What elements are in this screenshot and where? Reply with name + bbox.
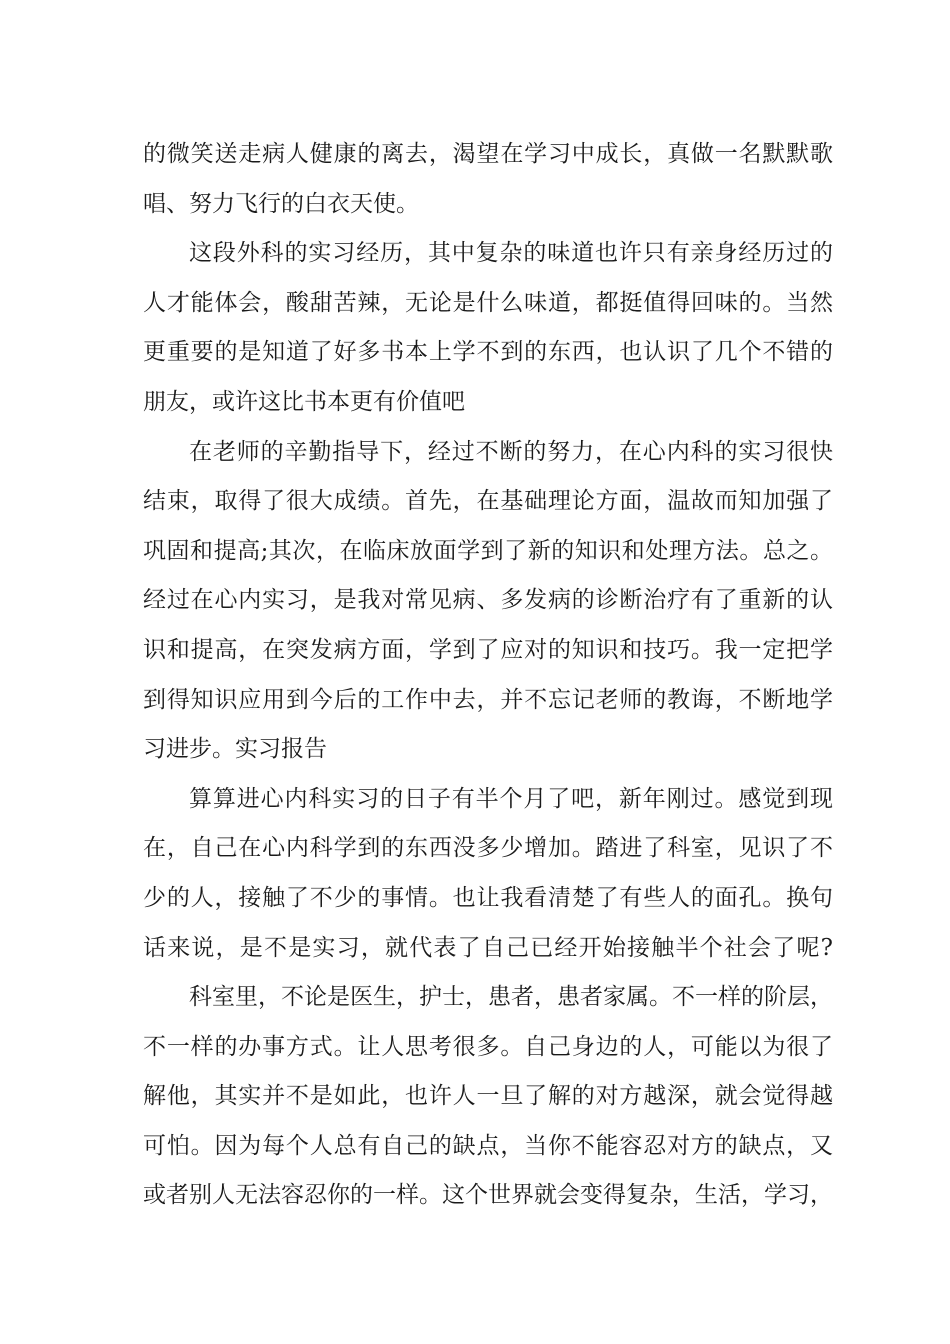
- text-line: 少的人，接触了不少的事情。也让我看清楚了有些人的面孔。换句: [143, 884, 833, 911]
- text-line: 习进步。实习报告: [143, 736, 327, 763]
- text-line: 结束，取得了很大成绩。首先，在基础理论方面，温故而知加强了: [143, 488, 833, 515]
- text-line: 朋友，或许这比书本更有价值吧: [143, 388, 465, 415]
- text-line: 识和提高，在突发病方面，学到了应对的知识和技巧。我一定把学: [143, 636, 833, 663]
- text-line: 解他，其实并不是如此，也许人一旦了解的对方越深，就会觉得越: [143, 1083, 833, 1110]
- paragraph-first-line: 算算进心内科实习的日子有半个月了吧，新年刚过。感觉到现: [189, 785, 833, 812]
- text-line: 经过在心内实习，是我对常见病、多发病的诊断治疗有了重新的认: [143, 587, 833, 614]
- paragraph-first-line: 科室里，不论是医生，护士，患者，患者家属。不一样的阶层，: [189, 984, 833, 1011]
- paragraph-first-line: 在老师的辛勤指导下，经过不断的努力，在心内科的实习很快: [189, 438, 833, 465]
- text-line: 可怕。因为每个人总有自己的缺点，当你不能容忍对方的缺点，又: [143, 1132, 833, 1159]
- text-line: 巩固和提高;其次，在临床放面学到了新的知识和处理方法。总之。: [143, 537, 833, 564]
- body-text: [143, 130, 833, 1221]
- text-line: 不一样的办事方式。让人思考很多。自己身边的人，可能以为很了: [143, 1033, 833, 1060]
- text-line: 更重要的是知道了好多书本上学不到的东西，也认识了几个不错的: [143, 339, 833, 366]
- text-line: 到得知识应用到今后的工作中去，并不忘记老师的教诲，不断地学: [143, 686, 833, 713]
- text-line: 唱、努力飞行的白衣天使。: [143, 190, 419, 217]
- text-line: 或者别人无法容忍你的一样。这个世界就会变得复杂，生活，学习，: [143, 1182, 833, 1209]
- text-line: 人才能体会，酸甜苦辣，无论是什么味道，都挺值得回味的。当然: [143, 289, 833, 316]
- text-line: 在，自己在心内科学到的东西没多少增加。踏进了科室，见识了不: [143, 835, 833, 862]
- text-line: 话来说，是不是实习，就代表了自己已经开始接触半个社会了呢?: [143, 934, 833, 961]
- paragraph-first-line: 这段外科的实习经历，其中复杂的味道也许只有亲身经历过的: [189, 240, 833, 267]
- text-line: 的微笑送走病人健康的离去，渴望在学习中成长，真做一名默默歌: [143, 141, 833, 167]
